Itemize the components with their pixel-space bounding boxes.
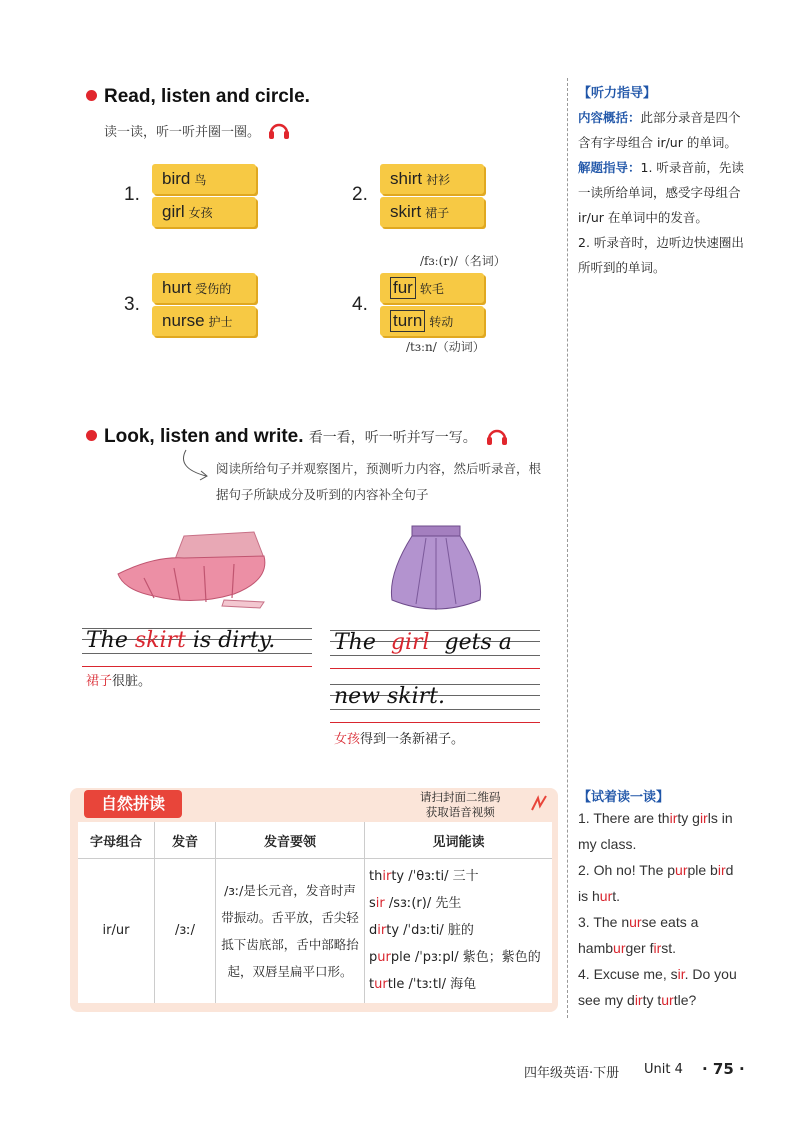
word-card[interactable]: girl 女孩 xyxy=(152,197,256,227)
word-item: thirty /ˈθɜːti/ 三十 xyxy=(369,869,479,885)
word-item: dirty /ˈdɜːti/ 脏的 xyxy=(369,923,474,939)
pink-skirt-image xyxy=(114,528,274,610)
headphones-icon[interactable] xyxy=(268,120,290,140)
section1-title: Read, listen and circle. xyxy=(86,86,310,108)
solve-guide: 解题指导：1. 听录音前，先读一读所给单词，感受字母组合 ir/ur 在单词中的发音。 xyxy=(578,160,744,225)
unit-label: Unit 4 xyxy=(644,1062,683,1077)
answer-girl[interactable]: girl xyxy=(390,630,430,655)
read-sentence: 4. Excuse me, sir. Do you see my dirty turtle? xyxy=(578,966,737,1008)
combo-cell: ir/ur xyxy=(78,859,155,1003)
word-card[interactable]: skirt 裙子 xyxy=(380,197,484,227)
headphones-icon[interactable] xyxy=(486,426,508,446)
bullet-dot xyxy=(86,430,97,441)
header-sound: 发音 xyxy=(155,822,216,859)
word-card[interactable]: fur 软毛 xyxy=(380,273,484,303)
word-card[interactable]: shirt 衬衫 xyxy=(380,164,484,194)
qr-note: 请扫封面二维码 获取语音视频 xyxy=(420,790,501,819)
page-number: · 75 · xyxy=(702,1060,745,1078)
phonetic-turn: /tɜːn/（动词） xyxy=(406,340,485,354)
phonetic-fur: /fɜː(r)/（名词） xyxy=(420,254,506,268)
content-summary: 内容概括：此部分录音是四个含有字母组合 ir/ur 的单词。 xyxy=(578,110,741,150)
header-words: 见词能读 xyxy=(365,822,553,859)
word-item: turtle /ˈtɜːtl/ 海龟 xyxy=(369,977,477,993)
guide-heading: 【听力指导】 xyxy=(578,86,657,101)
sound-wave-icon xyxy=(528,792,550,814)
item-number: 1. xyxy=(124,184,140,205)
read-heading: 【试着读一读】 xyxy=(578,790,670,805)
read-sentence: 1. There are thirty girls in my class. xyxy=(578,810,733,852)
item-number: 2. xyxy=(352,184,368,205)
word-card[interactable]: hurt 受伤的 xyxy=(152,273,256,303)
tip-cell: /ɜː/是长元音，发音时声带振动。舌平放，舌尖轻抵下齿底部，舌中部略抬起，双唇呈扁平口形。 xyxy=(216,859,365,1003)
sound-cell: /ɜː/ xyxy=(155,859,216,1003)
sentence-2-translation: 女孩得到一条新裙子。 xyxy=(334,732,465,747)
sidebar xyxy=(567,78,748,1018)
sentence-1-translation: 裙子很脏。 xyxy=(86,674,152,689)
section2-note: 阅读所给句子并观察图片，预测听力内容，然后听录音，根据句子所缺成分及听到的内容补全句子 xyxy=(216,461,542,502)
phonics-table xyxy=(78,822,552,1003)
sentence-1: The skirt is dirty. xyxy=(86,628,276,653)
read-sentence: 2. Oh no! The purple bird is hurt. xyxy=(578,862,734,904)
read-sentences xyxy=(578,805,746,1013)
section2-title: Look, listen and write. 看一看，听一听并写一写。 xyxy=(86,426,508,448)
header-tips: 发音要领 xyxy=(216,822,365,859)
item-number: 3. xyxy=(124,294,140,315)
word-item: sir /sɜː(r)/ 先生 xyxy=(369,896,462,912)
answer-skirt[interactable]: skirt xyxy=(134,628,186,653)
section1-instruction: 读一读，听一听并圈一圈。 xyxy=(104,120,290,140)
book-title: 四年级英语·下册 xyxy=(524,1066,620,1081)
solve-guide-2: 2. 听录音时，边听边快速圈出所听到的单词。 xyxy=(578,235,744,275)
word-card[interactable]: bird 鸟 xyxy=(152,164,256,194)
header-combo: 字母组合 xyxy=(78,822,155,859)
phonics-badge: 自然拼读 xyxy=(84,790,182,818)
arrow-icon xyxy=(176,448,216,484)
purple-skirt-image xyxy=(386,524,486,616)
word-item: purple /ˈpɜːpl/ 紫色；紫色的 xyxy=(369,950,541,966)
words-cell xyxy=(365,859,553,1003)
word-card[interactable]: turn 转动 xyxy=(380,306,484,336)
word-card[interactable]: nurse 护士 xyxy=(152,306,256,336)
sentence-2-line2: new skirt. xyxy=(334,684,446,709)
read-sentence: 3. The nurse eats a hamburger first. xyxy=(578,914,699,956)
bullet-dot xyxy=(86,90,97,101)
item-number: 4. xyxy=(352,294,368,315)
sentence-2: The girl gets a xyxy=(334,630,512,655)
